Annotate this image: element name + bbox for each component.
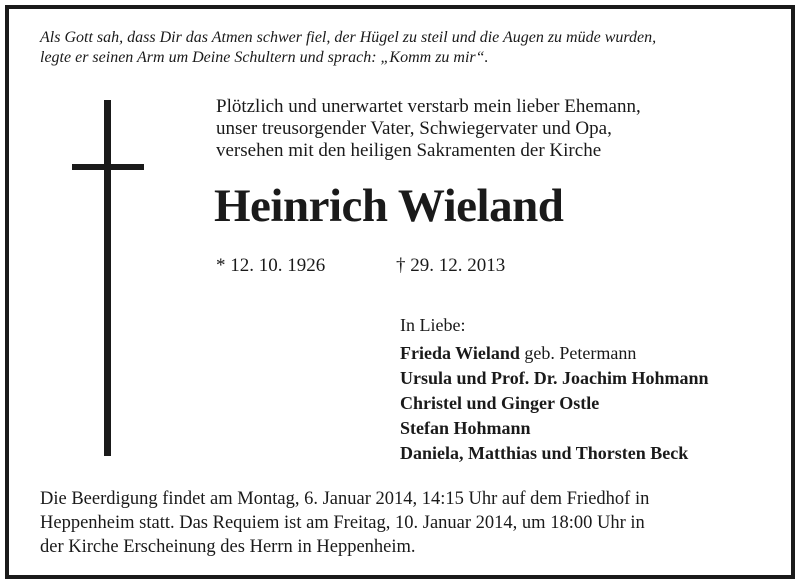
mourner-name: Daniela, Matthias und Thorsten Beck xyxy=(400,443,689,463)
funeral-line: Heppenheim statt. Das Requiem ist am Freitag, 10. Januar 2014, um 18:00 Uhr in xyxy=(40,513,645,533)
mourner-name: Christel und Ginger Ostle xyxy=(400,393,600,413)
mourner-entry xyxy=(400,391,709,416)
death-date: † 29. 12. 2013 xyxy=(396,255,506,276)
motto-line: Als Gott sah, dass Dir das Atmen schwer fiel, der Hügel zu steil und die Augen zu müde wurden, xyxy=(40,29,657,46)
mourners-list xyxy=(400,313,709,466)
mourner-name: Ursula und Prof. Dr. Joachim Hohmann xyxy=(400,368,709,388)
motto-line: legte er seinen Arm um Deine Schultern und sprach: „Komm zu mir“. xyxy=(40,49,489,66)
funeral-details xyxy=(40,487,780,559)
cross-icon xyxy=(104,100,111,456)
mourner-suffix: geb. Petermann xyxy=(519,343,637,363)
mourners-heading: In Liebe: xyxy=(400,315,466,335)
announcement-text xyxy=(216,96,641,162)
birth-date: * 12. 10. 1926 xyxy=(216,255,326,276)
motto-quote xyxy=(40,28,770,68)
mourner-entry xyxy=(400,441,709,466)
cross-icon-bar xyxy=(72,164,144,170)
mourner-entry xyxy=(400,366,709,391)
announcement-line: Plötzlich und unerwartet verstarb mein lieber Ehemann, xyxy=(216,96,641,117)
funeral-line: Die Beerdigung findet am Montag, 6. Januar 2014, 14:15 Uhr auf dem Friedhof in xyxy=(40,489,650,509)
funeral-line: der Kirche Erscheinung des Herrn in Heppenheim. xyxy=(40,537,416,557)
deceased-name: Heinrich Wieland xyxy=(214,180,564,232)
mourner-name: Stefan Hohmann xyxy=(400,418,531,438)
announcement-line: unser treusorgender Vater, Schwiegervater und Opa, xyxy=(216,118,612,139)
announcement-line: versehen mit den heiligen Sakramenten der Kirche xyxy=(216,140,602,161)
mourner-entry xyxy=(400,341,709,366)
mourner-name: Frieda Wieland xyxy=(400,343,520,363)
mourner-entry xyxy=(400,416,709,441)
